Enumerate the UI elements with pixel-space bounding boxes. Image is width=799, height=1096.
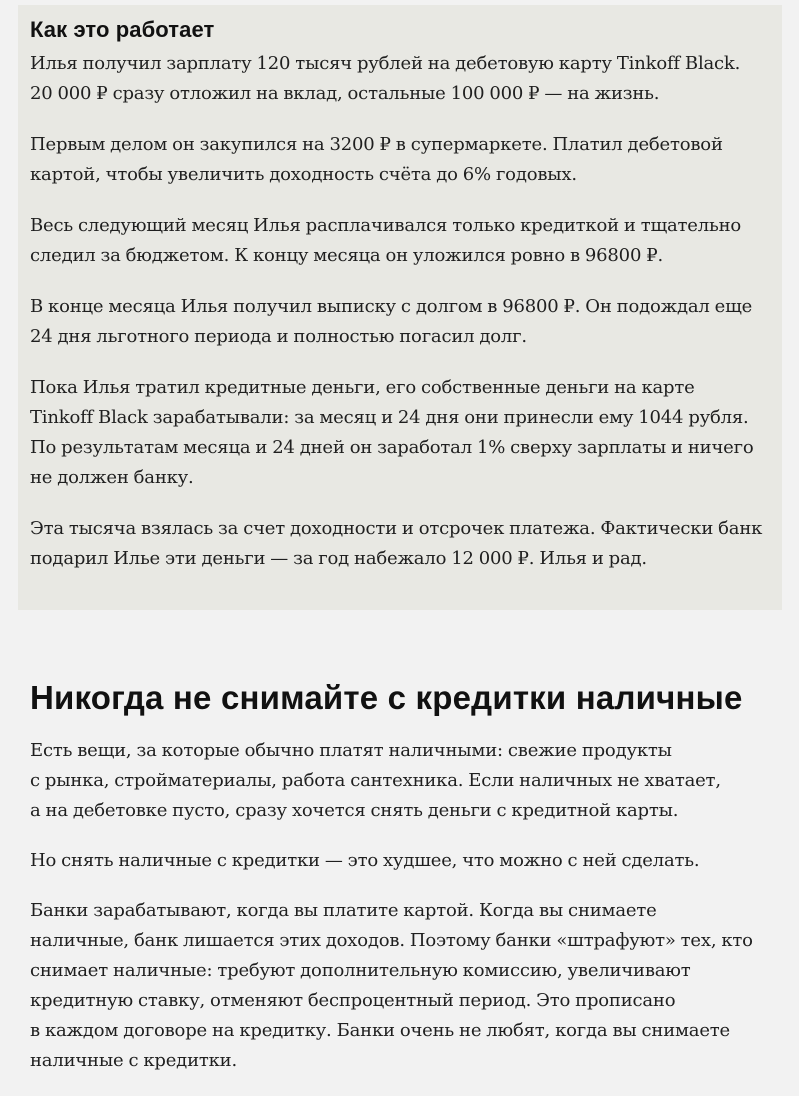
box-paragraph-5: Пока Илья тратил кредитные деньги, его собственные деньги на карте Tinkoff Black зарабатывали: за месяц и 24 дня они принесли ему 1044 рубля. По результатам месяца и 24 дней он заработал 1% сверху зарплаты и ничего не должен банку.: [30, 377, 754, 488]
box-paragraph-1: Илья получил зарплату 120 тысяч рублей на дебетовую карту Tinkoff Black. 20 000 ₽ сразу отложил на вклад, остальные 100 000 ₽ — на жизнь.: [30, 53, 741, 104]
article-section: [30, 676, 790, 1096]
article-paragraph-2: Но снять наличные с кредитки — это худшее, что можно с ней сделать.: [30, 850, 700, 871]
box-paragraph-4: В конце месяца Илья получил выписку с долгом в 96800 ₽. Он подождал еще 24 дня льготного периода и полностью погасил долг.: [30, 296, 753, 347]
box-paragraph-2: Первым делом он закупился на 3200 ₽ в супермаркете. Платил дебетовой картой, чтобы увеличить доходность счёта до 6% годовых.: [30, 134, 723, 185]
article-paragraph-3: Банки зарабатывают, когда вы платите картой. Когда вы снимаете наличные, банк лишается этих доходов. Поэтому банки «штрафуют» тех, кто снимает наличные: требуют дополнительную комиссию, увеличивают кредитную ставку, отменяют беспроцентный период. Это прописано в каждом договоре на кредитку. Банки очень не любят, когда вы снимаете наличные с кредитки.: [30, 900, 753, 1071]
box-paragraph-3: Весь следующий месяц Илья расплачивался только кредиткой и тщательно следил за бюджетом. К концу месяца он уложился ровно в 96800 ₽.: [30, 215, 742, 266]
box-paragraph-6: Эта тысяча взялась за счет доходности и отсрочек платежа. Фактически банк подарил Илье эти деньги — за год набежало 12 000 ₽. Илья и рад.: [30, 518, 763, 569]
how-it-works-title: Как это работает: [30, 17, 215, 42]
article-paragraph-1: Есть вещи, за которые обычно платят наличными: свежие продукты с рынка, стройматериалы, работа сантехника. Если наличных не хватает, а на дебетовке пусто, сразу хочется снять деньги с кредитной карты.: [30, 740, 721, 821]
section-heading: Никогда не снимайте с кредитки наличные: [30, 679, 743, 716]
how-it-works-box: [18, 5, 782, 610]
